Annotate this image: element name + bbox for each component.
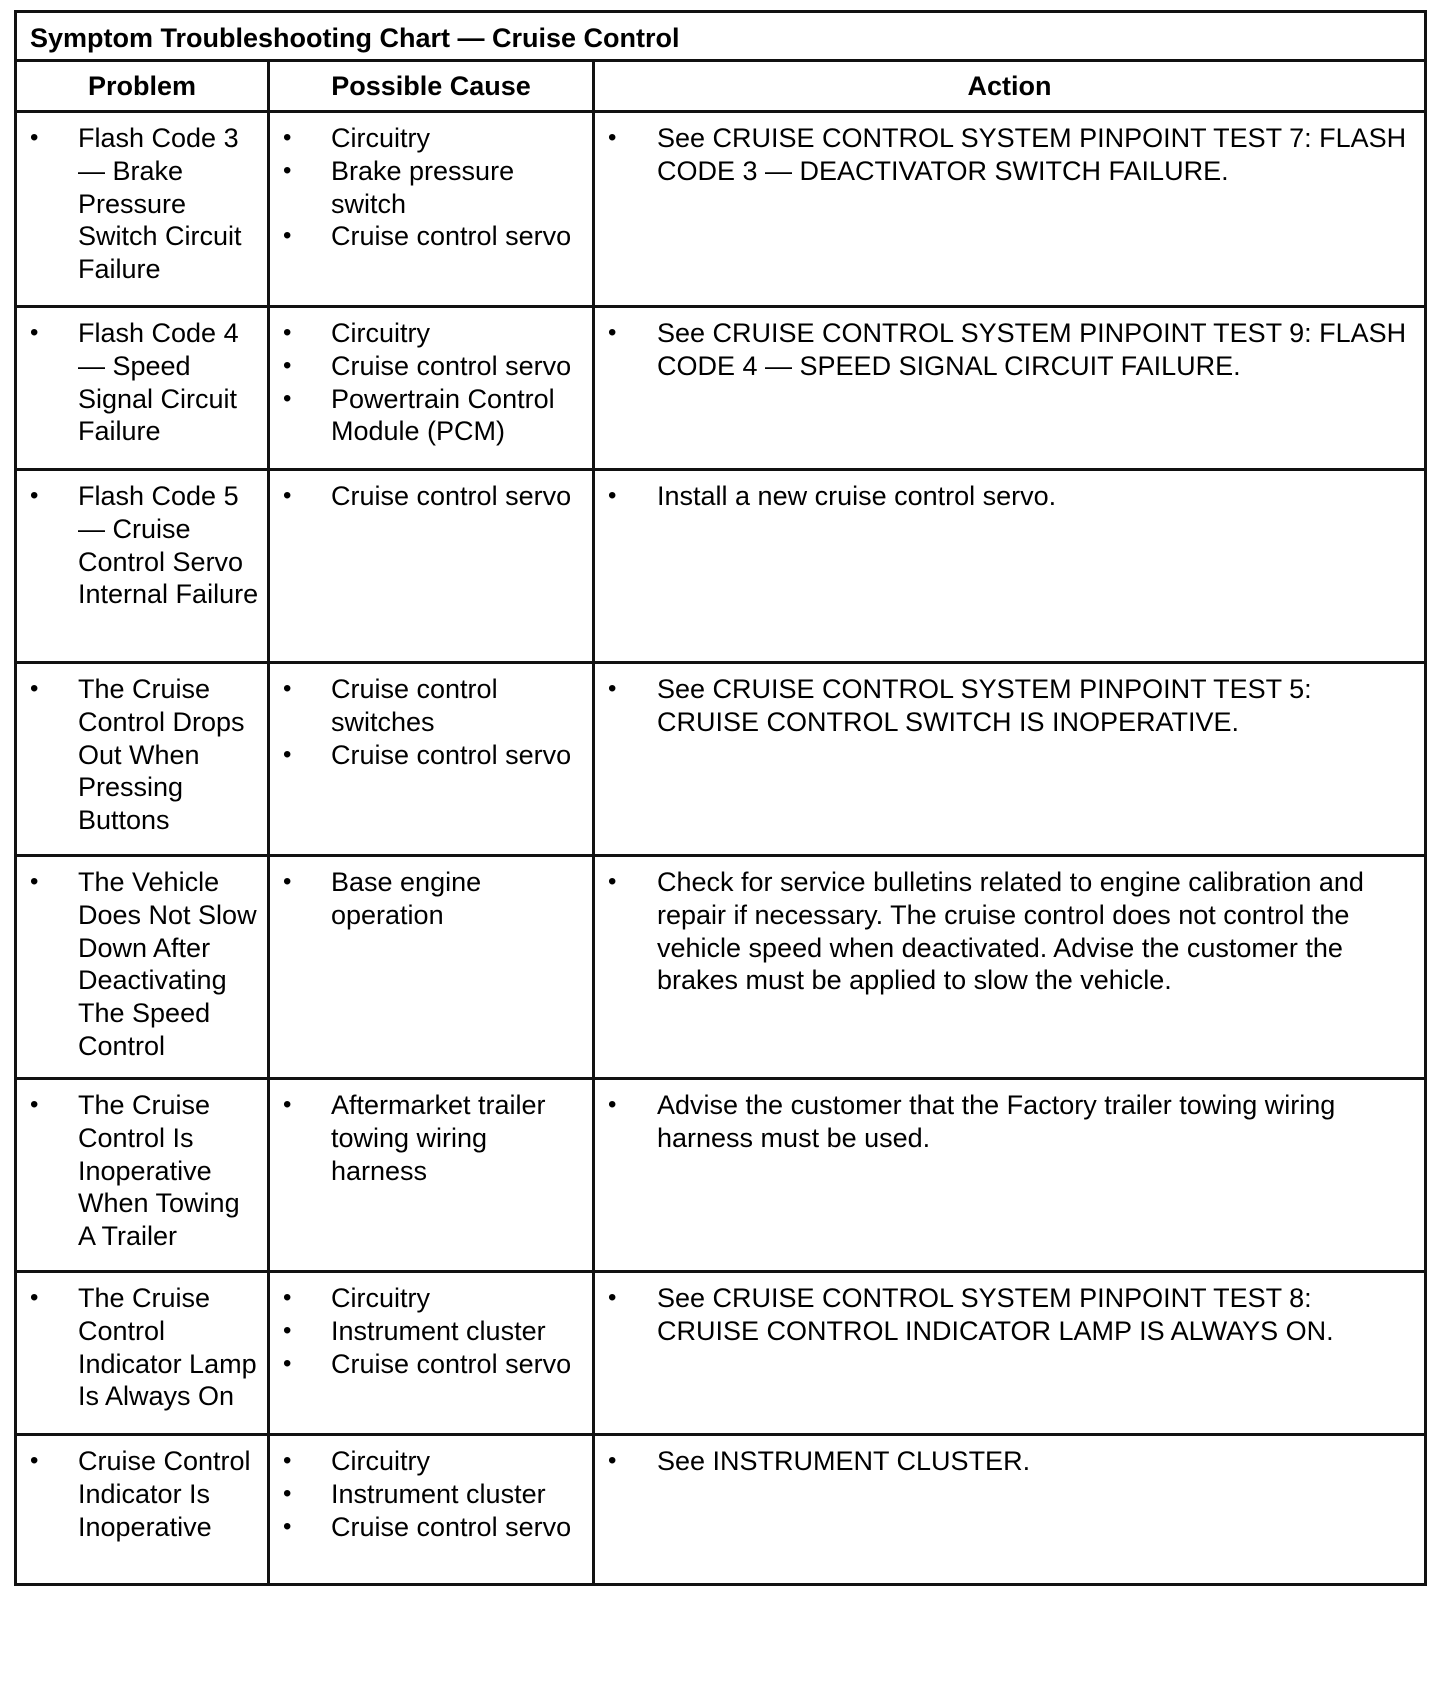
action-text: • See CRUISE CONTROL SYSTEM PINPOINT TEST 8: CRUISE CONTROL INDICATOR LAMP IS ALWAYS ON. bbox=[595, 1282, 1424, 1348]
cause-cell bbox=[269, 1435, 594, 1585]
header-row bbox=[16, 61, 1426, 112]
cause-item: • Brake pressure switch bbox=[270, 155, 592, 221]
cause-item: • Circuitry bbox=[270, 122, 592, 155]
problem-cell bbox=[16, 470, 269, 663]
table-row bbox=[16, 112, 1426, 307]
problem-text: • The Cruise Control Indicator Lamp Is Always On bbox=[17, 1282, 267, 1413]
cause-item: • Cruise control servo bbox=[270, 220, 592, 253]
action-text: • See INSTRUMENT CLUSTER. bbox=[595, 1445, 1424, 1478]
problem-cell bbox=[16, 1079, 269, 1272]
cause-item: • Instrument cluster bbox=[270, 1478, 592, 1511]
table-row bbox=[16, 663, 1426, 856]
cause-item: • Powertrain Control Module (PCM) bbox=[270, 383, 592, 449]
action-text: • See CRUISE CONTROL SYSTEM PINPOINT TEST 5: CRUISE CONTROL SWITCH IS INOPERATIVE. bbox=[595, 673, 1424, 739]
cause-cell bbox=[269, 1272, 594, 1435]
cause-cell bbox=[269, 307, 594, 470]
problem-text: • Flash Code 3 — Brake Pressure Switch Circuit Failure bbox=[17, 122, 267, 286]
action-text: • See CRUISE CONTROL SYSTEM PINPOINT TEST 9: FLASH CODE 4 — SPEED SIGNAL CIRCUIT FAILURE. bbox=[595, 317, 1424, 383]
problem-text: • Cruise Control Indicator Is Inoperative bbox=[17, 1445, 267, 1543]
cause-item: • Cruise control servo bbox=[270, 480, 592, 513]
action-cell bbox=[594, 856, 1426, 1079]
chart-title: Symptom Troubleshooting Chart — Cruise Control bbox=[16, 12, 1426, 61]
problem-cell bbox=[16, 663, 269, 856]
table-row bbox=[16, 856, 1426, 1079]
problem-text: • The Cruise Control Is Inoperative When Towing A Trailer bbox=[17, 1089, 267, 1253]
problem-cell bbox=[16, 1435, 269, 1585]
header-possible-cause: Possible Cause bbox=[269, 61, 594, 112]
cause-item: • Cruise control servo bbox=[270, 1348, 592, 1381]
table-row bbox=[16, 1272, 1426, 1435]
action-text: • See CRUISE CONTROL SYSTEM PINPOINT TEST 7: FLASH CODE 3 — DEACTIVATOR SWITCH FAILURE. bbox=[595, 122, 1424, 188]
cause-item: • Cruise control servo bbox=[270, 350, 592, 383]
cause-item: • Base engine operation bbox=[270, 866, 592, 932]
header-problem: Problem bbox=[16, 61, 269, 112]
header-action: Action bbox=[594, 61, 1426, 112]
table-row bbox=[16, 307, 1426, 470]
action-text: • Check for service bulletins related to engine calibration and repair if necessary. The cruise control does not control the vehicle speed when deactivated. Advise the customer the brakes must be applied to slow the vehicle. bbox=[595, 866, 1424, 997]
action-text: • Install a new cruise control servo. bbox=[595, 480, 1424, 513]
action-cell bbox=[594, 307, 1426, 470]
cause-item: • Cruise control servo bbox=[270, 1511, 592, 1544]
table-row bbox=[16, 470, 1426, 663]
cause-item: • Cruise control switches bbox=[270, 673, 592, 739]
cause-cell bbox=[269, 663, 594, 856]
cause-item: • Aftermarket trailer towing wiring harness bbox=[270, 1089, 592, 1187]
problem-cell bbox=[16, 307, 269, 470]
problem-cell bbox=[16, 1272, 269, 1435]
action-cell bbox=[594, 1435, 1426, 1585]
cause-item: • Circuitry bbox=[270, 1445, 592, 1478]
problem-text: • Flash Code 5 — Cruise Control Servo Internal Failure bbox=[17, 480, 267, 611]
action-cell bbox=[594, 663, 1426, 856]
problem-text: • The Cruise Control Drops Out When Pressing Buttons bbox=[17, 673, 267, 837]
action-cell bbox=[594, 1079, 1426, 1272]
table-row bbox=[16, 1435, 1426, 1585]
action-text: • Advise the customer that the Factory trailer towing wiring harness must be used. bbox=[595, 1089, 1424, 1155]
action-cell bbox=[594, 112, 1426, 307]
problem-text: • Flash Code 4 — Speed Signal Circuit Failure bbox=[17, 317, 267, 448]
problem-cell bbox=[16, 112, 269, 307]
action-cell bbox=[594, 470, 1426, 663]
problem-text: • The Vehicle Does Not Slow Down After Deactivating The Speed Control bbox=[17, 866, 267, 1063]
chart-body bbox=[16, 112, 1426, 1585]
cause-item: • Circuitry bbox=[270, 1282, 592, 1315]
cause-item: • Instrument cluster bbox=[270, 1315, 592, 1348]
cause-cell bbox=[269, 112, 594, 307]
cause-cell bbox=[269, 470, 594, 663]
table-row bbox=[16, 1079, 1426, 1272]
troubleshooting-chart bbox=[14, 10, 1427, 1586]
problem-cell bbox=[16, 856, 269, 1079]
cause-cell bbox=[269, 1079, 594, 1272]
cause-item: • Circuitry bbox=[270, 317, 592, 350]
cause-cell bbox=[269, 856, 594, 1079]
cause-item: • Cruise control servo bbox=[270, 739, 592, 772]
action-cell bbox=[594, 1272, 1426, 1435]
chart-title-row bbox=[16, 12, 1426, 61]
